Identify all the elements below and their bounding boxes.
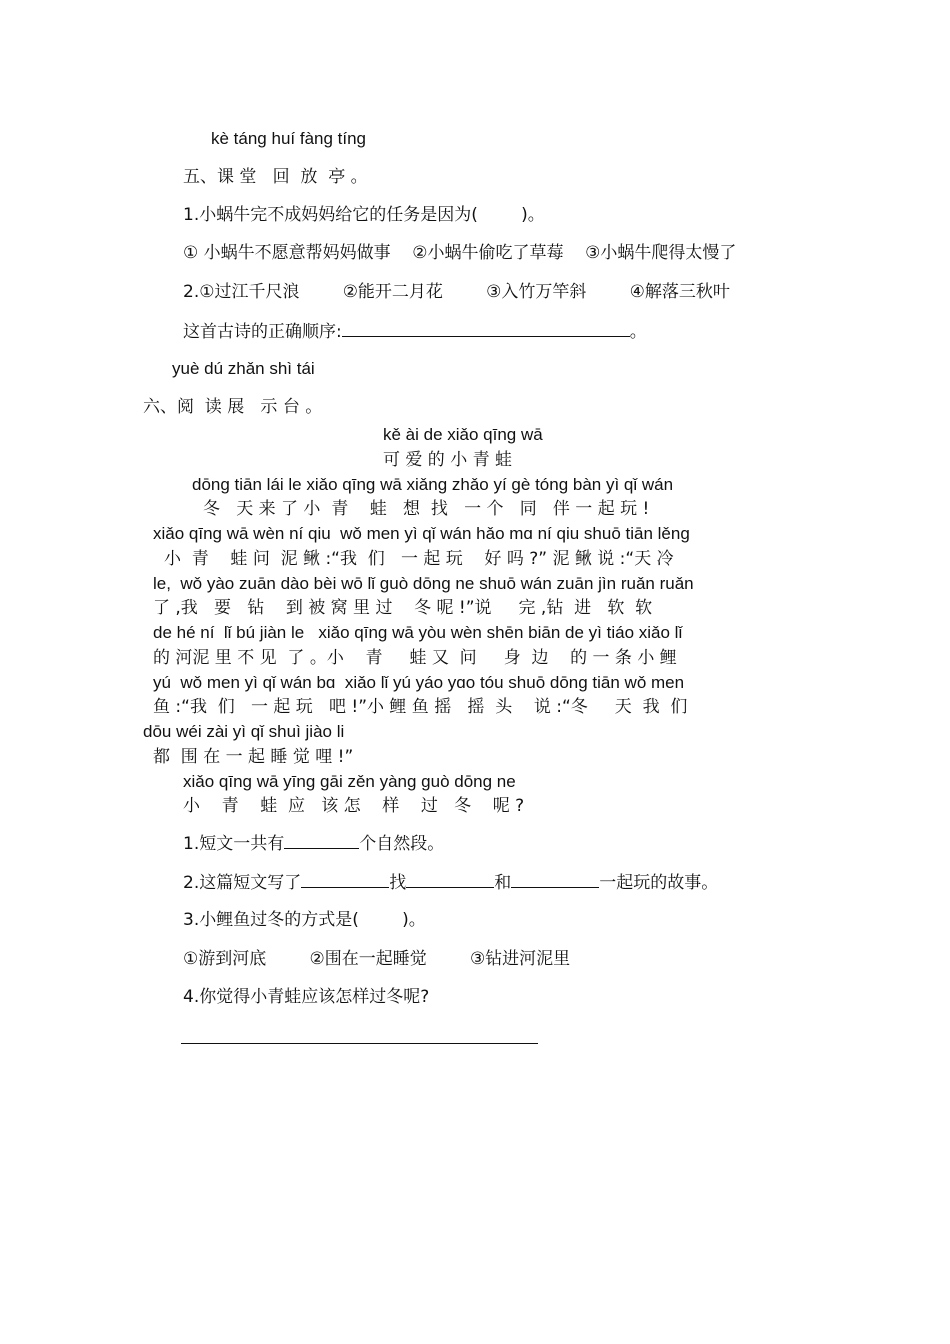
section6-question4: 4.你觉得小青蛙应该怎样过冬呢?: [183, 987, 430, 1007]
story-line1-text: 冬 天 来 了 小 青 蛙 想 找 一 个 同 伴 一 起 玩 !: [203, 499, 650, 519]
section5-question1: 1.小蜗牛完不成妈妈给它的任务是因为( )。: [183, 205, 545, 225]
section5-question2-answer-line: [183, 320, 647, 343]
story-line4-pinyin: de hé ní lǐ bú jiàn le xiǎo qīng wā yòu wèn shēn biān de yì tiáo xiǎo lǐ: [153, 623, 683, 642]
section6-question1-suffix: 个自然段。: [359, 834, 445, 854]
section6-question2-suffix: 一起玩的故事。: [599, 873, 719, 893]
story-line2-pinyin: xiǎo qīng wā wèn ní qiu wǒ men yì qǐ wán hǎo mɑ ní qiu shuō tiān lěng: [153, 524, 690, 543]
story-blank-3[interactable]: [511, 871, 599, 888]
story-line6-pinyin: dōu wéi zài yì qǐ shuì jiào li: [143, 722, 345, 741]
section6-question1: [183, 832, 444, 855]
story-blank-1[interactable]: [301, 871, 389, 888]
section6-question3-options: ①游到河底 ②围在一起睡觉 ③钻进河泥里: [183, 949, 571, 969]
poem-order-blank[interactable]: [342, 320, 630, 337]
story-line7-pinyin: xiǎo qīng wā yīng gāi zěn yàng guò dōng ne: [183, 772, 516, 791]
section5-question2-end: 。: [629, 322, 647, 342]
section5-question1-options: ① 小蜗牛不愿意帮妈妈做事 ②小蜗牛偷吃了草莓 ③小蜗牛爬得太慢了: [183, 243, 737, 263]
section6-title: 六、阅 读 展 示 台 。: [143, 397, 323, 417]
section6-pinyin: yuè dú zhǎn shì tái: [172, 359, 315, 378]
section5-title: 五、课 堂 回 放 亭 。: [183, 167, 368, 187]
story-line3-text: 了 ,我 要 钻 到 被 窝 里 过 冬 呢 !”说 完 ,钻 进 软 软: [153, 598, 653, 618]
section6-question2-find: 找: [389, 873, 407, 893]
section6-question1-prefix: 1.短文一共有: [183, 834, 285, 854]
story-title-pinyin: kě ài de xiǎo qīng wā: [383, 425, 543, 444]
story-line7-text: 小 青 蛙 应 该 怎 样 过 冬 呢 ?: [183, 796, 525, 816]
section6-question2: [183, 871, 718, 894]
paragraph-count-blank[interactable]: [284, 832, 359, 849]
story-line5-pinyin: yú wǒ men yì qǐ wán bɑ xiǎo lǐ yú yáo yɑo tóu shuō dōng tiān wǒ men: [153, 673, 685, 692]
section6-question3: 3.小鲤鱼过冬的方式是( )。: [183, 910, 426, 930]
story-title: 可 爱 的 小 青 蛙: [383, 450, 513, 470]
section6-question2-prefix: 2.这篇短文写了: [183, 873, 302, 893]
story-line2-text: 小 青 蛙 问 泥 鳅 :“我 们 一 起 玩 好 吗 ?” 泥 鳅 说 :“天 冷: [164, 549, 674, 569]
story-line3-pinyin: le, wǒ yào zuān dào bèi wō lǐ guò dōng ne shuō wán zuān jìn ruǎn ruǎn: [153, 574, 694, 593]
story-line1-pinyin: dōng tiān lái le xiǎo qīng wā xiǎng zhǎo yí gè tóng bàn yì qǐ wán: [192, 475, 674, 494]
story-blank-2[interactable]: [406, 871, 494, 888]
story-line4-text: 的 河泥 里 不 见 了 。小 青 蛙 又 问 身 边 的 一 条 小 鲤: [153, 648, 677, 668]
story-line5-text: 鱼 :“我 们 一 起 玩 吧 !”小 鲤 鱼 摇 摇 头 说 :“冬 天 我 们: [153, 697, 688, 717]
story-line6-text: 都 围 在 一 起 睡 觉 哩 !”: [153, 747, 354, 767]
answer-line-question4[interactable]: [181, 1043, 538, 1044]
section5-pinyin: kè táng huí fàng tíng: [211, 129, 367, 148]
section6-question2-and: 和: [494, 873, 512, 893]
section5-question2: 2.①过江千尺浪 ②能开二月花 ③入竹万竿斜 ④解落三秋叶: [183, 282, 730, 302]
section5-question2-prompt: 这首古诗的正确顺序:: [183, 322, 342, 342]
